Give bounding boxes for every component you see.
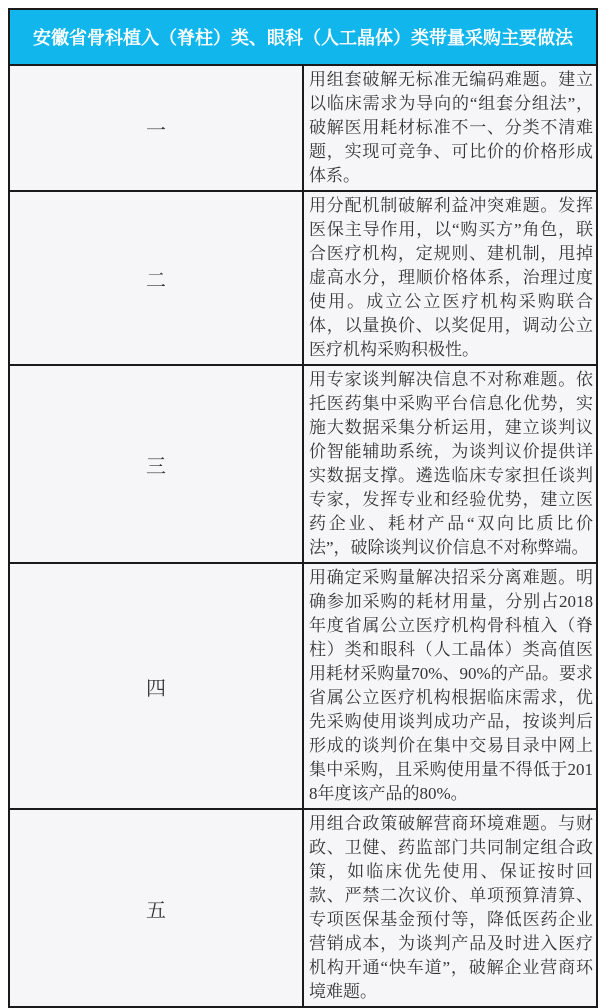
row-content-text: 用确定采购量解决招采分离难题。明确参加采购的耗材用量，分别占2018年度省属公立医疗机构骨科植入（脊柱）类和眼科（人工晶体）类高值医用耗材采购量70%、90%的产品。要求省属公立医疗机构根据临床需求，优先采购使用谈判成功产品，按谈判后形成的谈判价在集中交易目录中网上集中采购，且采购使用量不得低于2018年度该产品的80%。: [303, 563, 597, 809]
procurement-practices-table: [8, 8, 598, 1008]
row-number-label: 五: [9, 809, 303, 1007]
table-body: [9, 65, 597, 1007]
table-row: [9, 191, 597, 365]
row-content-text: 用专家谈判解决信息不对称难题。依托医药集中采购平台信息化优势，实施大数据采集分析运用，建立谈判议价智能辅助系统，为谈判议价提供详实数据支撑。遴选临床专家担任谈判专家，发挥专业和经验优势，建立医药企业、耗材产品“双向比质比价法”，破除谈判议价信息不对称弊端。: [303, 365, 597, 563]
row-number-label: 二: [9, 191, 303, 365]
row-number-label: 三: [9, 365, 303, 563]
row-number-label: 四: [9, 563, 303, 809]
table-row: [9, 65, 597, 191]
row-number-label: 一: [9, 65, 303, 191]
table-header: [9, 9, 597, 65]
table-row: [9, 809, 597, 1007]
row-content-text: 用组合政策破解营商环境难题。与财政、卫健、药监部门共同制定组合政策，如临床优先使用、保证按时回款、严禁二次议价、单项预算清算、专项医保基金预付等，降低医药企业营销成本，为谈判产品及时进入医疗机构开通“快车道”，破解企业营商环境难题。: [303, 809, 597, 1007]
row-content-text: 用组套破解无标准无编码难题。建立以临床需求为导向的“组套分组法”，破解医用耗材标准不一、分类不清难题，实现可竞争、可比价的价格形成体系。: [303, 65, 597, 191]
table-title-row: [9, 9, 597, 65]
table-row: [9, 365, 597, 563]
row-content-text: 用分配机制破解利益冲突难题。发挥医保主导作用，以“购买方”角色，联合医疗机构，定规则、建机制，甩掉虚高水分，理顺价格体系，治理过度使用。成立公立医疗机构采购联合体，以量换价、以奖促用，调动公立医疗机构采购积极性。: [303, 191, 597, 365]
table-title: 安徽省骨科植入（脊柱）类、眼科（人工晶体）类带量采购主要做法: [9, 9, 597, 65]
table-row: [9, 563, 597, 809]
